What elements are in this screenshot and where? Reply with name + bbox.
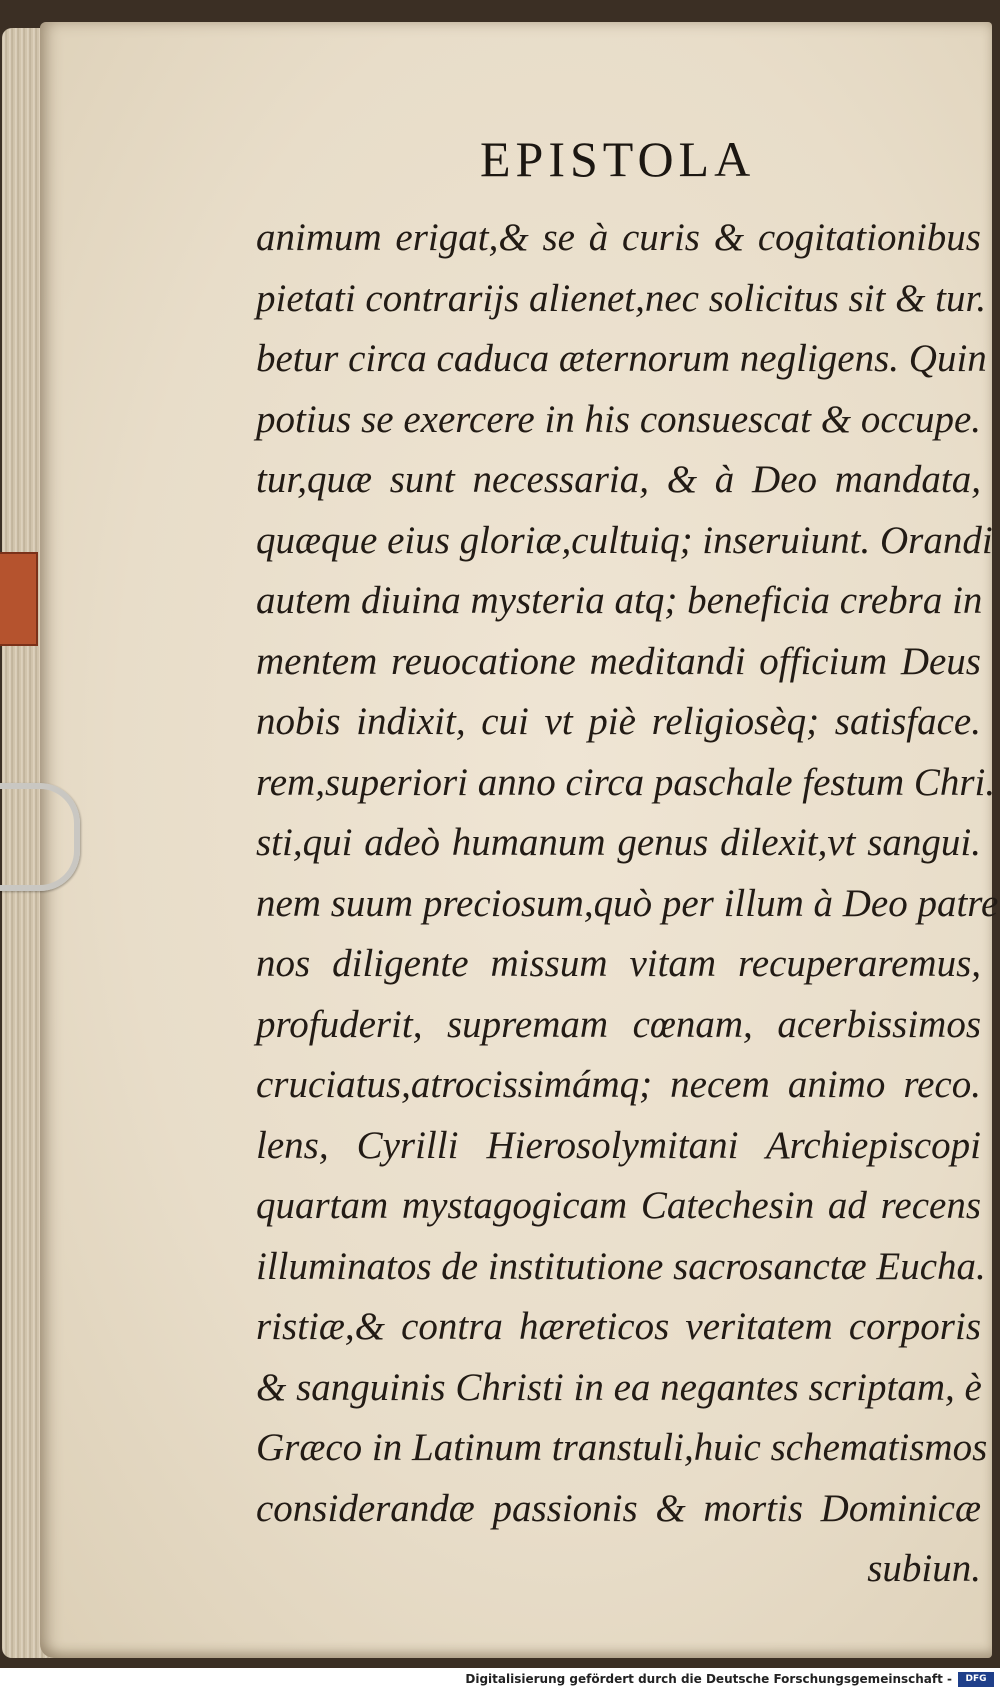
red-tab-marker xyxy=(0,552,38,646)
footer xyxy=(0,1668,1000,1691)
text-line: mentem reuocatione meditandi officium Deus xyxy=(256,639,981,683)
paper-clip-icon xyxy=(0,783,80,891)
text-line: quæque eius gloriæ,cultuiq; inseruiunt. Orandi xyxy=(256,518,993,562)
text-line: pietati contrarijs alienet,nec solicitus sit & tur. xyxy=(256,276,987,320)
text-line: illuminatos de institutione sacrosanctæ Eucha. xyxy=(256,1244,986,1288)
body-text xyxy=(256,208,999,1600)
dfg-logo-icon: DFG xyxy=(958,1672,994,1687)
text-line: quartam mystagogicam Catechesin ad recens xyxy=(256,1184,981,1227)
digitization-credit: Digitalisierung gefördert durch die Deutsche Forschungsgemeinschaft - xyxy=(465,1672,952,1686)
text-line: Græco in Latinum transtuli,huic schematismos xyxy=(256,1426,988,1469)
text-line: tur,quæ sunt necessaria, & à Deo mandata, xyxy=(256,458,981,501)
text-line: nem suum preciosum,quò per illum à Deo patre xyxy=(256,881,999,925)
text-line: & sanguinis Christi in ea negantes scriptam, è xyxy=(256,1365,982,1409)
catchword: subiun. xyxy=(867,1547,981,1590)
text-line: ristiæ,& contra hæreticos veritatem corporis xyxy=(256,1305,981,1348)
page-header: EPISTOLA xyxy=(480,131,756,187)
text-line: sti,qui adeò humanum genus dilexit,vt sangui. xyxy=(256,821,981,864)
text-line: considerandæ passionis & mortis Dominicæ xyxy=(256,1486,981,1530)
text-line: betur circa caduca æternorum negligens. Quin xyxy=(256,337,987,380)
text-line: lens, Cyrilli Hierosolymitani Archiepiscopi xyxy=(256,1123,981,1167)
text-line: autem diuina mysteria atq; beneficia crebra in xyxy=(256,579,983,622)
text-line: potius se exercere in his consuescat & occupe. xyxy=(256,397,981,441)
text-line: rem,superiori anno circa paschale festum Chri. xyxy=(256,760,996,804)
text-line: profuderit, supremam cœnam, acerbissimos xyxy=(256,1002,981,1046)
text-line: cruciatus,atrocissimámq; necem animo reco. xyxy=(256,1063,981,1106)
text-line: animum erigat,& se à curis & cogitationibus xyxy=(256,216,981,259)
text-line: nobis indixit, cui vt piè religiosèq; satisface. xyxy=(256,700,981,743)
text-line: nos diligente missum vitam recuperaremus, xyxy=(256,942,981,985)
